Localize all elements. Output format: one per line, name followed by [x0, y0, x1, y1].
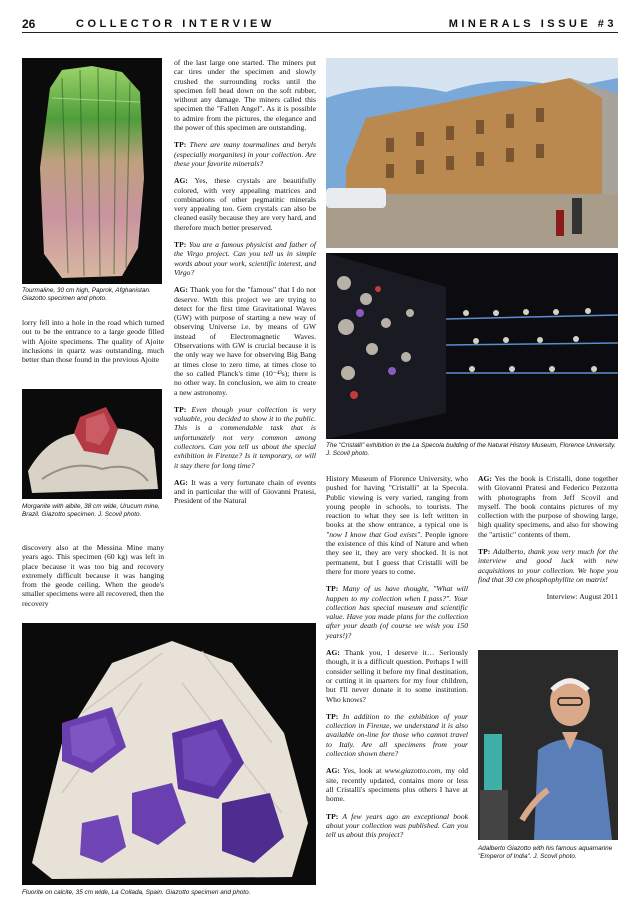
answer-text: Thank you for the "famous" that I do not deserve. With this project we are trying to detect for the first time Gravitational Waves (GW) with purpose of starting a new way of observing Universe i.e. by means of GW instead of Electromagnetic Waves. Observations with GW is crucial because it is the only way we have for observing Big Bang at times close to zero time, at times close to the so called Planck's time (10⁻⁴³s); there is no other way. In conclusion, we aim to create a new astronomy.: [174, 285, 316, 397]
answer: [174, 176, 316, 232]
issue-title: MINERALS ISSUE #3: [448, 18, 617, 30]
question-text: Even though your collection is very valuable, you decided to show it to the public. This is a commendable task that is unfortunately not very common among collectors. Can you tell us about the special exhibition in Firenze? Is it temporary, or will it stay there for long time?: [174, 404, 316, 470]
question: [174, 405, 316, 470]
question-text: Adalberto, thank you very much for the interview and good luck with new acquisitions to your collection. We hope you find that 30 cm phosphophyllite on matrix!: [478, 547, 618, 584]
paragraph: discovery also at the Messina Mine many years ago. This specimen (60 kg) was left in place because it was too big and recovery extremely difficult because it was hanging from the geode ceiling. When the geode's smaller specimens were all recovered, then the recovery: [22, 543, 164, 608]
question-text: There are many tourmalines and beryls (especially morganites) in your collection. Are these your favorite minerals?: [174, 140, 316, 168]
question: [326, 712, 468, 758]
header-rule: [22, 32, 618, 33]
question-text: A few years ago an exceptional book about your collection was published. Can you tell us about this project?: [326, 811, 468, 840]
exhibition-photo: [326, 253, 618, 439]
question-text: In addition to the exhibition of your collection in Firenze, we understand it is also available on-line for those who cannot travel to Italy. Are all specimens from your collection shown there?: [326, 711, 468, 759]
morganite-caption: Morganite with albite, 38 cm wide, Urucum mine, Brazil. Giazotto specimen. J. Scovil photo.: [22, 503, 160, 518]
question: [174, 140, 316, 168]
answer: [174, 478, 316, 506]
fluorite-photo: [22, 623, 316, 885]
speaker-label: AG:: [174, 477, 188, 487]
exhibition-caption: The "Cristalli" exhibition in the La Specola building of the Natural History Museum, Florence University. J. Scovil photo.: [326, 442, 616, 457]
answer-text: Yes, these crystals are beautifully colored, with very appealing matrices and combinations of other pegmatitic minerals very appealing too. Gem crystals can also be cleaned easily because they are very hard, and therefore much better preserved.: [174, 176, 316, 232]
portrait-caption: Adalberto Giazotto with his famous aquamarine "Emperor of India". J. Scovil photo.: [478, 845, 613, 860]
paragraph: of the last large one started. The miners put car tires under the specimen and slowly crushed the surrounding rocks until the specimen fell head down on the soft rubber, without any damage. The miners called this specimen the "Fallen Angel". As it is possible to admire from the pictures, the elegance and the power of this specimen are outstanding.: [174, 58, 316, 133]
question: [478, 547, 618, 584]
speaker-label: AG:: [326, 648, 340, 658]
question-text: You are a famous physicist and father of the Virgo project. Can you tell us in simple words about your work, scientific interest, and Virgo?: [174, 240, 316, 277]
question-text: Many of us have thought, "What will happen to my collection when I pass?". Your collection has special museum and scientific value. Have you made plans for the collection after your death (of course we wish you 150 years!)?: [326, 584, 469, 640]
portrait-photo: [478, 650, 618, 840]
section-title: COLLECTOR INTERVIEW: [76, 18, 275, 30]
interview-date: Interview: August 2011: [546, 592, 618, 602]
answer: [326, 648, 468, 704]
tourmaline-photo: [22, 58, 162, 284]
answer-text: It was a very fortunate chain of events and in particular the will of Giovanni Pratesi, President of the Natural: [174, 477, 316, 506]
morganite-photo: [22, 389, 162, 499]
speaker-label: AG:: [174, 285, 188, 295]
speaker-label: AG:: [174, 176, 188, 186]
col3-text: [326, 474, 468, 847]
museum-building-photo: [326, 58, 618, 248]
tourmaline-caption: Tourmaline, 30 cm high, Paprok, Afghanistan. Giazotto specimen and photo.: [22, 287, 151, 302]
fluorite-caption: Fluorite on calcite, 35 cm wide, La Collada, Spain. Giazotto specimen and photo.: [22, 889, 251, 896]
question: [326, 812, 468, 840]
answer: [478, 474, 618, 539]
speaker-label: TP:: [174, 404, 187, 414]
answer-text: Thank you, I deserve it… Seriously though, it is a difficult question. Perhaps I will consider selling it before my final destination, or cutting it in quarters for my four children, but I'll never donate it to some institution. Who knows?: [326, 648, 468, 704]
paragraph-text: . People ignore the existence of this kind of Nature and when they see it, they are very shocked. It is not permanent, but I guess that Cristalli will be there for more years to come.: [326, 529, 468, 576]
speaker-label: TP:: [326, 711, 339, 721]
question: [174, 240, 316, 277]
speaker-label: TP:: [326, 811, 339, 821]
answer-text: , my old site, recently updated, contains more or less all Cristalli's specimens plus others I have at home.: [326, 766, 469, 804]
paragraph: lorry fell into a hole in the road which turned out to be the entrance to a large geode filled with Ajoite specimens. The quality of Ajoite inclusions in quartz was outstanding, much better than those found in the previous Ajoite: [22, 318, 164, 365]
answer: [326, 766, 468, 803]
speaker-label: AG:: [326, 766, 340, 776]
page-number: 26: [22, 17, 36, 31]
col1-text-2: [22, 543, 164, 616]
col2-text: [174, 58, 316, 514]
speaker-label: AG:: [478, 474, 492, 483]
answer: [174, 285, 316, 397]
speaker-label: TP:: [478, 547, 491, 557]
question: [326, 584, 468, 640]
speaker-label: TP:: [174, 240, 187, 250]
answer-text: Yes the book is Cristalli, done together with Giovanni Pratesi and Federico Pezzotta with photographs from Jeff Scovil and myself. The book contains pictures of my collection with the purpose of showing large, high quality specimens, and also for showing the "artistic" contents of them.: [478, 474, 618, 539]
answer-text: Yes, look at: [342, 766, 382, 776]
speaker-label: TP:: [174, 140, 187, 150]
col1-text-1: [22, 318, 164, 372]
paragraph-text: History Museum of Florence University, who pushed for having "Cristalli" at la Specola. Public viewing is very varied, ranging from young people in schools, to tourists. The reaction to what they see is left written in books at the show entrance, a typical one is: [326, 474, 468, 530]
paragraph: [326, 474, 468, 576]
website-link[interactable]: www.giazotto.com: [384, 766, 441, 776]
visitor-quote: "now I know that God exists": [326, 529, 421, 539]
col4-text: [478, 474, 618, 610]
speaker-label: TP:: [326, 584, 339, 594]
